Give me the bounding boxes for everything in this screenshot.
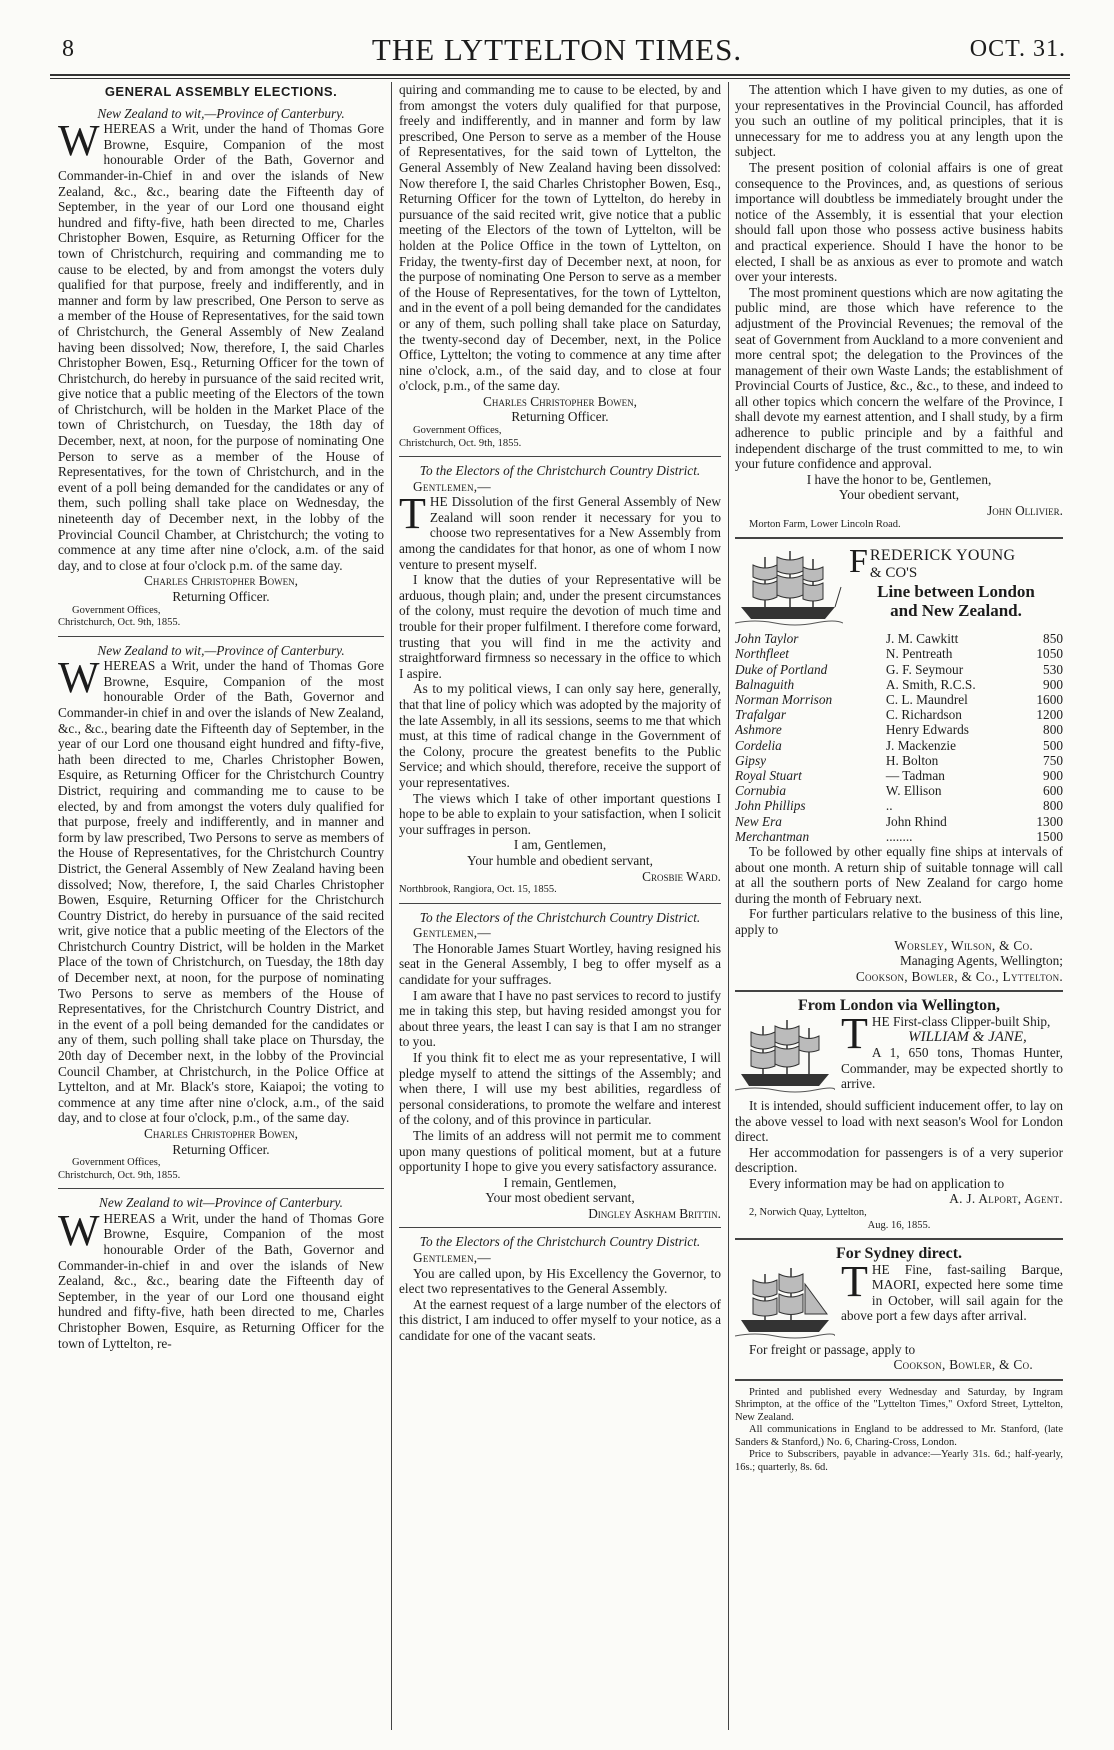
advert-paragraph: Every information may be had on application to — [749, 1175, 1005, 1191]
ship-tonnage: 750 — [1043, 752, 1063, 768]
imprint-paragraph: All communications in England to be addressed to Mr. Stanford, (late Sanders & Stanford,) No. 6, Charing-Cross, London. — [735, 1424, 1063, 1448]
imprint-paragraph: Price to Subscribers, payable in advance:—Yearly 31s. 6d.; half-yearly, 16s.; quarterly, 8s. 6d. — [735, 1449, 1063, 1473]
column-divider — [391, 82, 392, 1730]
ship-captain: Henry Edwards — [885, 722, 969, 738]
address-paragraph: The attention which I have given to my duties, as one of your representatives in the Provincial Council, has afforded you such an outline of my political principles, that it is unnecessary for me to address you at any length upon the subject. — [735, 82, 1063, 160]
divider — [735, 990, 1063, 992]
ship-name: Ashmore — [735, 722, 782, 738]
ship-captain: J. Mackenzie — [885, 737, 957, 753]
ship-name: WILLIAM & JANE, — [908, 1028, 1027, 1045]
ship-name: New Era — [735, 813, 782, 829]
address-crosbie-ward — [399, 463, 721, 897]
divider — [735, 1379, 1063, 1381]
address-paragraph: I am aware that I have no past services to record to justify me in taking this step, but having resided amongst you for about three years, the least I can say is that I am no stranger to you. — [399, 987, 721, 1050]
ship-row — [735, 753, 1063, 768]
notice-body: quiring and commanding me to cause to be elected, by and from amongst the voters duly qualified for that purpose, freely and indifferently, and in manner and form by law prescribed, One Person to serve as a member of the House of Representatives, for the said town of Lyttelton, the General Assembly of New Zealand having been dissolved: Now therefore I, the said Charles Christopher Bowen, Esq., Returning Officer for the town of Lyttelton, do hereby in pursuance of the said recited writ, give notice that a public meeting of the Electors of the town of Lyttelton, will be holden at the Police Office in the town of Lyttelton, on Friday, the twenty-first day of December next, at noon, for the purpose of nominating One Person to serve as a member of the House of Representatives, for the town of Lyttelton, and in the event of a poll being demanded for the candidates or any of them, such polling shall take place on Saturday, the twenty-second day of December, next, in the Police Office, Lyttelton; the voting to commence at any time after nine o'clock, a.m., of the said day, and to close at four o'clock, p.m., of the same day. — [399, 82, 721, 394]
advert-sydney — [735, 1246, 1063, 1373]
ship-tonnage: 1600 — [1036, 691, 1063, 707]
advert-paragraph: It is intended, should sufficient inducement offer, to lay on the above vessel to load with next season's Wool for London direct. — [735, 1097, 1063, 1145]
address-salutation: Gentlemen,— — [413, 925, 492, 941]
address-heading: To the Electors of the Christchurch Country District. — [419, 1234, 701, 1250]
address-salutation: Gentlemen,— — [413, 1250, 492, 1266]
advert-title: REDERICK YOUNG — [869, 547, 1016, 565]
ship-name: John Taylor — [735, 631, 799, 647]
address-paragraph: HE Dissolution of the first General Assembly of New Zealand will soon render it necessary for you to choose two representatives for a New Assembly from among the candidates for that honor, as one of whom I now venture to present myself. — [399, 494, 721, 572]
address-signature: Crosbie Ward. — [642, 868, 721, 884]
notice-footer: Government Offices, — [413, 425, 502, 437]
drop-cap: T — [841, 1261, 868, 1306]
writ-notice-lyttelton — [58, 1195, 384, 1351]
address-signature: John Ollivier. — [987, 503, 1063, 519]
masthead-rule — [50, 74, 1070, 76]
ship-captain: .. — [885, 798, 893, 814]
drop-cap: T — [841, 1013, 868, 1058]
ship-tonnage: 800 — [1043, 722, 1063, 738]
masthead-rule-thin — [50, 78, 1070, 79]
advert-agent: Cookson, Bowler, & Co. — [893, 1357, 1033, 1373]
sailing-ship-icon — [735, 1016, 835, 1096]
advert-paragraph: For freight or passage, apply to — [749, 1341, 916, 1357]
ship-row — [735, 677, 1063, 692]
address-paragraph: The Honorable James Stuart Wortley, having resigned his seat in the General Assembly, I beg to offer myself as a candidate for your suffrages. — [399, 940, 721, 987]
advert-paragraph: For further particulars relative to the business of this line, apply to — [735, 906, 1063, 937]
ship-tonnage: 600 — [1043, 783, 1063, 799]
advert-agent: Worsley, Wilson, & Co. — [894, 937, 1033, 953]
drop-cap: W — [58, 653, 100, 703]
advert-paragraph: HE First-class Clipper-built Ship, — [871, 1013, 1051, 1029]
ship-name: Duke of Portland — [735, 661, 828, 677]
address-closing: I remain, Gentlemen, — [503, 1174, 617, 1190]
ship-name: Cordelia — [735, 737, 782, 753]
ship-name: Balnaguith — [735, 676, 795, 692]
divider — [735, 1238, 1063, 1240]
ship-name: Royal Stuart — [735, 767, 802, 783]
address-closing: Your most obedient servant, — [485, 1190, 635, 1206]
notice-subhead: New Zealand to wit,—Province of Canterbury. — [97, 642, 345, 658]
address-heading: To the Electors of the Christchurch Country District. — [419, 909, 701, 925]
address-salutation: Gentlemen,— — [413, 478, 492, 494]
ship-tonnage: 850 — [1043, 631, 1063, 647]
notice-signature-title: Returning Officer. — [511, 409, 609, 425]
ship-name: Merchantman — [735, 828, 810, 844]
ship-tonnage: 500 — [1043, 737, 1063, 753]
advert-paragraph: Her accommodation for passengers is of a very superior description. — [735, 1144, 1063, 1176]
ship-row — [735, 692, 1063, 707]
advert-footer: 2, Norwich Quay, Lyttelton, — [749, 1207, 867, 1219]
drop-cap: W — [58, 116, 100, 166]
notice-footer: Government Offices, — [72, 604, 161, 616]
notice-body: HEREAS a Writ, under the hand of Thomas Gore Browne, Esquire, Companion of the most honourable Order of the Bath, Governor and Commander-in-Chief in and over the islands of New Zealand, &c., &c., bearing date the Fifteenth day of September, in the year of our Lord one thousand eight hundred and fifty-five, hath been directed to me, Charles Christopher Bowen, Esquire, as Returning Officer for the town of Christchurch, requiring and commanding me to cause to be elected, by and from amongst the voters duly qualified for that purpose, freely and indifferently, and in manner and form by law prescribed, One Person to serve as a member of the House of Representatives, for the said town of Christchurch, the General Assembly of New Zealand having been dissolved; Now, therefore, I, the said Charles Christopher Bowen, Esq., Returning Officer for the town of Christchurch, do hereby in pursuance of the said recited writ, give notice that a public meeting of the Electors of the town of Christchurch, will be holden in the Market Place of the town of Christchurch, on Tuesday, the 18th day of December, next, at noon, for the purpose of nominating One Person to serve as a member of the House of Representatives, for the town of Christchurch, and in the event of a poll being demanded for the candidates or any of them, such polling shall take place on Wednesday, the nineteenth day of December next, in the lobby of the Provincial Council Chamber, at Christchurch; the voting to commence at any time after nine o'clock, a.m. of the said day, and to close at four o'clock p.m. of the same day. — [58, 121, 384, 573]
advert-agent: A. J. Alport, Agent. — [949, 1191, 1063, 1207]
masthead — [40, 28, 1074, 76]
address-signature: Dingley Askham Brittin. — [588, 1205, 721, 1221]
address-paragraph: The most prominent questions which are now agitating the public mind, are those which have reference to the adjustment of the Provincial Revenues; the removal of the seat of Government from Auckland to a more convenient and more central spot; the delegation to the Provinces of the management of their own Waste Lands; the establishment of Provincial Courts of Justice, &c., &c., to these, and indeed to all other topics which concern the welfare of the Province, I shall devote my earnest attention, and I shall study, by a firm adherence to public principle and by a faithful and independent discharge of the trust committed to me, to win your future confidence and approval. — [735, 284, 1063, 472]
ship-tonnage: 900 — [1043, 676, 1063, 692]
issue-date: OCT. 31. — [969, 36, 1066, 62]
notice-footer: Christchurch, Oct. 9th, 1855. — [58, 1169, 181, 1181]
section-heading: GENERAL ASSEMBLY ELECTIONS. — [104, 84, 338, 99]
address-footer: Northbrook, Rangiora, Oct. 15, 1855. — [399, 884, 557, 896]
notice-signature-title: Returning Officer. — [172, 589, 270, 604]
address-paragraph: The present position of colonial affairs is one of great consequence to the Provinces, and, as questions of serious importance will doubtless be immediately brought under the notice of the Assembly, it is essential that your election should fall upon those who possess active business habits and practical experience. Should I have the honor to be elected, I shall be as anxious as ever to promote and watch over your interests. — [735, 159, 1063, 285]
advert-agent: Cookson, Bowler, & Co., Lyttelton. — [855, 968, 1063, 984]
address-third — [399, 1234, 721, 1343]
ship-tonnage: 900 — [1043, 767, 1063, 783]
divider — [399, 903, 721, 904]
address-closing: I have the honor to be, Gentlemen, — [806, 471, 992, 487]
ship-row — [735, 738, 1063, 753]
ship-captain: C. L. Maundrel — [885, 691, 968, 707]
column-2 — [399, 82, 721, 1730]
address-dingley-brittin — [399, 910, 721, 1222]
advert-heading: From London via Wellington, — [797, 997, 1001, 1015]
address-heading: To the Electors of the Christchurch Country District. — [419, 463, 701, 479]
advert-william-and-jane — [735, 998, 1063, 1232]
ship-name: Trafalgar — [735, 707, 786, 723]
address-paragraph: As to my political views, I can only say here, generally, that that line of policy which was adopted by the majority of the late Assembly, in all its sessions, seems to me that which must, at this time of radical change in the Government of the Colony, procure the greatest benefits to the Public Service; and which should, therefore, receive the support of your representatives. — [399, 681, 721, 790]
sailing-ship-icon — [735, 1264, 835, 1340]
ship-row — [735, 631, 1063, 646]
address-closing: I am, Gentlemen, — [513, 837, 607, 853]
ship-captain: C. Richardson — [885, 707, 962, 723]
notice-signature: Charles Christopher Bowen, — [144, 1126, 298, 1141]
notice-footer: Christchurch, Oct. 9th, 1855. — [399, 437, 522, 449]
ship-name: Norman Morrison — [735, 691, 833, 707]
ship-row — [735, 662, 1063, 677]
writ-notice-country-district — [58, 643, 384, 1183]
column-divider — [728, 82, 729, 1730]
ship-name: John Phillips — [735, 798, 806, 814]
ship-row — [735, 722, 1063, 737]
writ-notice-christchurch — [58, 106, 384, 630]
ship-list-table — [735, 631, 1063, 844]
ship-row — [735, 829, 1063, 844]
address-john-ollivier — [735, 82, 1063, 531]
ship-captain: — Tadman — [885, 767, 945, 783]
ship-name: Gipsy — [735, 752, 767, 768]
advert-title: Line between London — [877, 582, 1035, 602]
ship-captain: ........ — [885, 828, 913, 844]
ship-row — [735, 768, 1063, 783]
sailing-ship-icon — [735, 547, 843, 629]
ship-captain: G. F. Seymour — [885, 661, 964, 677]
writ-notice-lyttelton-continued — [399, 82, 721, 450]
address-paragraph: I know that the duties of your Representative will be arduous, though plain; and, under the present circumstances of the colony, must require the devotion of much time and trouble for their proper fulfilment. I therefore come forward, trusting that you will find in me the activity and straightforward firmness so necessary in the office to which I aspire. — [399, 572, 721, 681]
notice-signature: Charles Christopher Bowen, — [483, 393, 637, 409]
ship-tonnage: 530 — [1043, 661, 1063, 677]
column-1 — [58, 82, 384, 1730]
ship-tonnage: 1300 — [1036, 813, 1063, 829]
ship-captain: W. Ellison — [885, 783, 942, 799]
advert-agent: Managing Agents, Wellington; — [899, 953, 1063, 969]
ship-captain: John Rhind — [885, 813, 947, 829]
ship-row — [735, 707, 1063, 722]
advert-heading: For Sydney direct. — [835, 1245, 963, 1263]
divider — [399, 1227, 721, 1228]
ship-captain: J. M. Cawkitt — [885, 631, 959, 647]
notice-signature: Charles Christopher Bowen, — [144, 573, 298, 589]
column-3 — [735, 82, 1063, 1730]
ship-captain: A. Smith, R.C.S. — [885, 676, 976, 692]
divider — [58, 1188, 384, 1189]
ship-name: Northfleet — [735, 646, 789, 662]
ship-captain: N. Pentreath — [885, 646, 953, 662]
divider — [58, 636, 384, 637]
address-closing: Your humble and obedient servant, — [467, 852, 653, 868]
page-number: 8 — [62, 36, 74, 62]
ship-name: Cornubia — [735, 783, 786, 799]
advert-footer: Aug. 16, 1855. — [867, 1219, 931, 1231]
ship-captain: H. Bolton — [885, 752, 939, 768]
imprint-paragraph: Printed and published every Wednesday and Saturday, by Ingram Shrimpton, at the office of the "Lyttelton Times," Oxford Street, Lyttelton, New Zealand. — [735, 1386, 1063, 1423]
notice-subhead: New Zealand to wit,—Province of Canterbury. — [97, 105, 345, 121]
ship-tonnage: 1500 — [1036, 828, 1063, 844]
address-paragraph: At the earnest request of a large number of the electors of this district, I am induced to offer myself to your notice, as a candidate for one of the vacant seats. — [399, 1296, 721, 1344]
ship-row — [735, 783, 1063, 798]
address-closing: Your obedient servant, — [838, 487, 960, 503]
publisher-imprint — [735, 1387, 1063, 1475]
notice-body: HEREAS a Writ, under the hand of Thomas Gore Browne, Esquire, Companion of the most honourable Order of the Bath, Governor and Commander-in chief in and over the islands of New Zealand, &c., &c., bearing date the Fifteenth day of September, in the year of our Lord one thousand eight hundred and fifty-five, hath been directed to me, Charles Christopher Bowen, Esquire, as Returning Officer for the Christchurch Country District, requiring and commanding me to cause to be elected, by and from amongst the voters duly qualified for that purpose, freely and indifferently, and in manner and form by law prescribed, Two Persons to serve as members of the House of Representatives, for the Christchurch Country District, the General Assembly of New Zealand having been dissolved; Now, therefore, I, the said Charles Christopher Bowen, Esquire, Returning Officer for the Christchurch Country District, do hereby in pursuance of the said recited writ, give notice that a public meeting of the Electors of the Christchurch Country District, will be holden in the Market Place of the town of Christchurch, on Tuesday, the 18th day of December next, at noon, for the purpose of nominating Two Persons to serve as members of the House of Representatives, for the Christchurch Country District, and in the event of a poll being demanded for the candidates or any of them, such polling shall take place on Thursday, the 20th day of December next, in the lobby of the Provincial Council Chamber, at Christchurch, in the Police Office at Lyttelton, and at Mr. Black's store, Kaiapoi; the voting to commence at any time after nine o'clock, a.m., of the said day, and to close at four o'clock, p.m., of the same day. — [58, 658, 384, 1126]
advert-title: and New Zealand. — [890, 601, 1022, 621]
notice-signature-title: Returning Officer. — [172, 1141, 270, 1157]
address-paragraph: The views which I take of other important questions I hope to be able to explain to your satisfaction, when I solicit your suffrages in person. — [399, 790, 721, 837]
address-paragraph: You are called upon, by His Excellency the Governor, to elect two representatives to the General Assembly. — [399, 1265, 721, 1297]
advert-paragraph: A 1, 650 tons, Thomas Hunter, Commander, may be expected shortly to arrive. — [841, 1045, 1063, 1092]
notice-subhead: New Zealand to wit—Province of Canterbury. — [98, 1195, 343, 1211]
notice-footer: Christchurch, Oct. 9th, 1855. — [58, 617, 181, 629]
address-paragraph: If you think fit to elect me as your representative, I will pledge myself to attend the sittings of the Assembly; and when there, I will use my best abilities, regardless of personal considerations, to promote the welfare and interest of the colony, and of this province in particular. — [399, 1049, 721, 1128]
notice-body: HEREAS a Writ, under the hand of Thomas Gore Browne, Esquire, Companion of the most honourable Order of the Bath, Governor and Commander-in-chief in and over the islands of New Zealand, &c., &c., bearing date the Fifteenth day of September, in the year of our Lord one thousand eight hundred and fifty-five, hath been directed to me, Charles Christopher Bowen, Esquire, as Returning Officer for the town of Lyttelton, re- — [58, 1210, 384, 1351]
advert-paragraph: HE Fine, fast-sailing Barque, MAORI, expected here some time in October, will sail again for the above port a few days after arrival. — [841, 1261, 1063, 1324]
advert-frederick-young — [735, 545, 1063, 984]
ship-tonnage: 1200 — [1036, 707, 1063, 723]
ship-row — [735, 646, 1063, 661]
drop-cap: W — [58, 1205, 100, 1255]
divider — [735, 537, 1063, 539]
ship-row — [735, 798, 1063, 813]
drop-cap: T — [399, 489, 426, 539]
advert-title: & CO'S — [869, 565, 918, 582]
drop-cap: F — [849, 545, 868, 581]
ship-tonnage: 800 — [1043, 798, 1063, 814]
address-paragraph: The limits of an address will not permit me to comment upon many questions of political moment, but at a future opportunity I hope to give you every satisfactory assurance. — [399, 1127, 721, 1175]
ship-tonnage: 1050 — [1036, 646, 1063, 662]
divider — [399, 456, 721, 457]
notice-footer: Government Offices, — [72, 1157, 161, 1169]
advert-paragraph: To be followed by other equally fine ships at intervals of about one month. A return ship of suitable tonnage will call at all the southern ports of New Zealand for cargo home during the month of February next. — [735, 843, 1063, 906]
address-footer: Morton Farm, Lower Lincoln Road. — [749, 518, 901, 530]
ship-row — [735, 814, 1063, 829]
newspaper-title: THE LYTTELTON TIMES. — [371, 32, 743, 67]
